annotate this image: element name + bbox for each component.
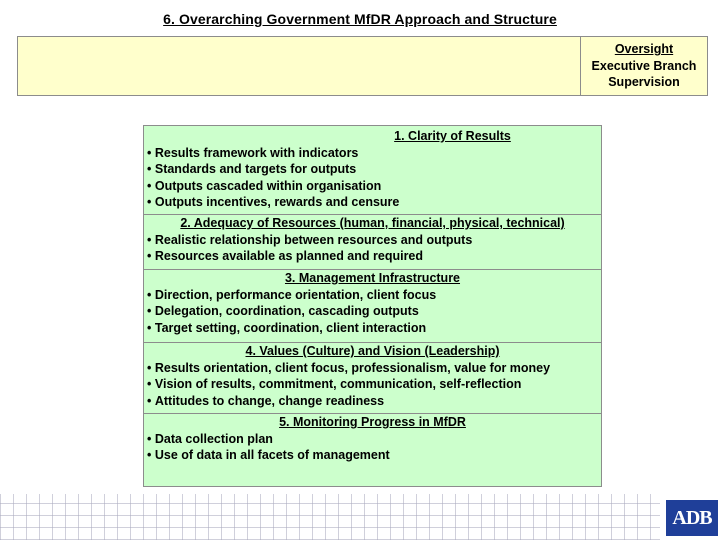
section-values-and-vision bbox=[144, 342, 601, 413]
section-title: 1. Clarity of Results bbox=[394, 129, 511, 143]
footer-grid-decoration bbox=[0, 494, 660, 540]
adb-logo bbox=[666, 500, 718, 536]
section-management-infrastructure bbox=[144, 269, 601, 342]
section-monitoring-progress bbox=[144, 413, 601, 486]
bullet-item: • Resources available as planned and required bbox=[147, 248, 601, 265]
oversight-line-supervision: Supervision bbox=[608, 75, 680, 90]
oversight-title: Oversight bbox=[614, 42, 674, 57]
bullet-item: • Use of data in all facets of management bbox=[147, 447, 601, 464]
bullet-item: • Realistic relationship between resources and outputs bbox=[147, 232, 601, 249]
mfdr-structure-stack bbox=[143, 125, 602, 487]
bullet-item: • Data collection plan bbox=[147, 431, 601, 448]
slide-title-wrap bbox=[0, 11, 720, 29]
section-adequacy-of-resources bbox=[144, 214, 601, 269]
bullet-item: • Results framework with indicators bbox=[147, 145, 601, 162]
bullet-item: • Attitudes to change, change readiness bbox=[147, 393, 601, 410]
section-title: 5. Monitoring Progress in MfDR bbox=[279, 415, 466, 429]
bullet-item: • Results orientation, client focus, professionalism, value for money bbox=[147, 360, 601, 377]
bullet-item: • Outputs cascaded within organisation bbox=[147, 178, 601, 195]
oversight-line-executive: Executive Branch bbox=[591, 58, 697, 73]
adb-logo-text: ADB bbox=[672, 506, 712, 529]
bullet-item: • Standards and targets for outputs bbox=[147, 161, 601, 178]
oversight-box bbox=[580, 37, 707, 95]
bullet-item: • Direction, performance orientation, client focus bbox=[147, 287, 601, 304]
bullet-item: • Delegation, coordination, cascading outputs bbox=[147, 303, 601, 320]
bullet-item: • Vision of results, commitment, communication, self-reflection bbox=[147, 376, 601, 393]
section-title: 4. Values (Culture) and Vision (Leadership) bbox=[245, 344, 500, 358]
bullet-item: • Target setting, coordination, client interaction bbox=[147, 320, 601, 337]
slide-title: 6. Overarching Government MfDR Approach and Structure bbox=[163, 11, 557, 27]
section-title: 3. Management Infrastructure bbox=[284, 271, 461, 285]
bullet-item: • Outputs incentives, rewards and censure bbox=[147, 194, 601, 211]
section-title: 2. Adequacy of Resources (human, financial, physical, technical) bbox=[180, 216, 565, 230]
section-clarity-of-results bbox=[144, 128, 601, 214]
government-bar bbox=[17, 36, 708, 96]
